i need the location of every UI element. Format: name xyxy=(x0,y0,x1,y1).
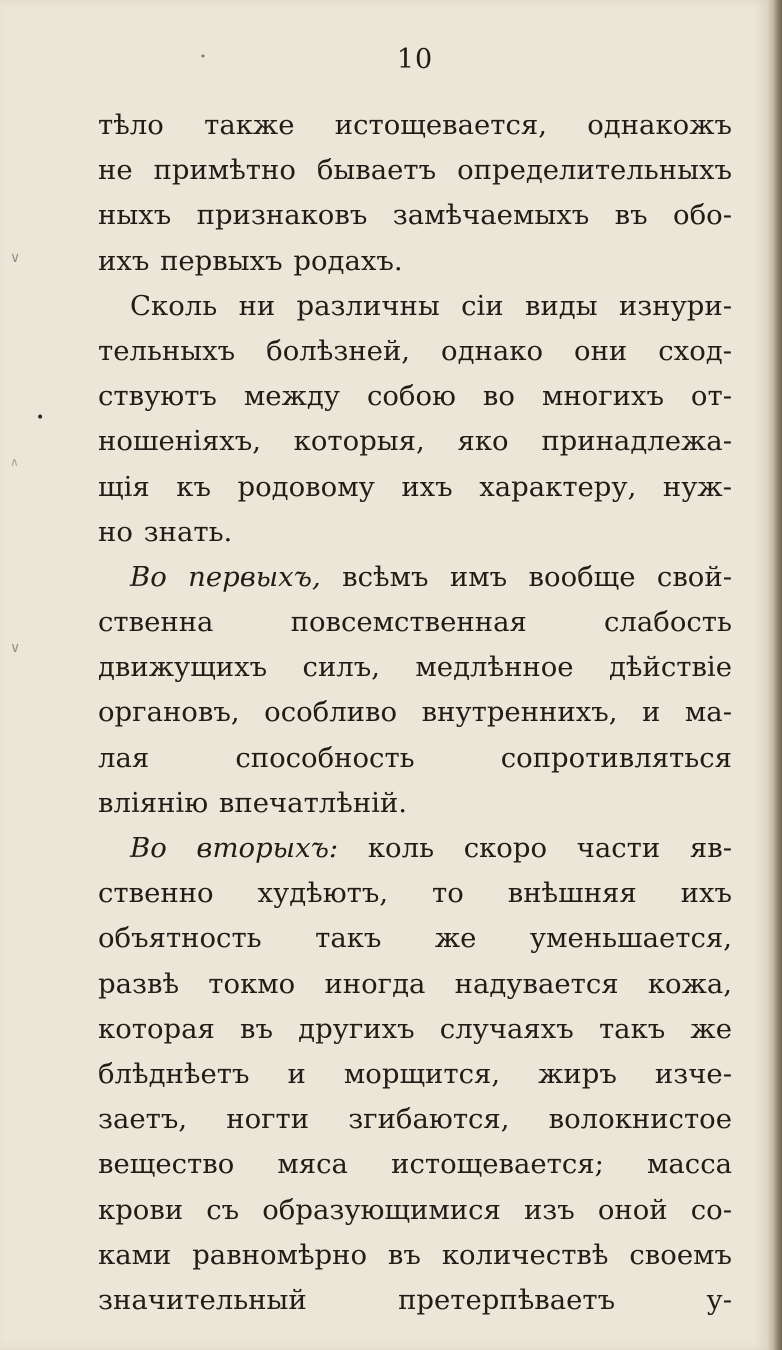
italic-lead: Во вторыхъ: xyxy=(130,832,339,864)
text-line: движущихъ силъ, медлѣнное дѣйствіе xyxy=(98,651,732,684)
page-edge xyxy=(768,0,782,1350)
text-line: значительный претерпѣваетъ у- xyxy=(98,1283,732,1316)
text-line: вліянію впечатлѣній. xyxy=(98,786,408,819)
text-line: ственно худѣютъ, то внѣшняя ихъ xyxy=(98,877,732,910)
text-line: крови съ образующимися изъ оной со- xyxy=(98,1193,732,1226)
paper-mark: ∨ xyxy=(10,640,21,656)
paper-mark: ∧ xyxy=(10,455,19,469)
text-line: ныхъ признаковъ замѣчаемыхъ въ обо- xyxy=(98,199,732,232)
text-line: органовъ, особливо внутреннихъ, и ма- xyxy=(98,696,732,729)
text-line: блѣднѣетъ и морщится, жиръ изче- xyxy=(98,1057,732,1090)
paper-mark: ∨ xyxy=(10,250,21,266)
ink-speck: • xyxy=(200,52,206,63)
text-line: заетъ, ногти згибаются, волокнистое xyxy=(98,1103,732,1136)
text-line: которая въ другихъ случаяхъ такъ же xyxy=(98,1012,732,1045)
text-line: не примѣтно бываетъ определительныхъ xyxy=(98,154,732,187)
text-line: лая способность сопротивляться xyxy=(98,741,732,774)
paragraph-start-line: Во вторыхъ: коль скоро части яв- xyxy=(130,832,733,864)
text-line: ношеніяхъ, которыя, яко принадлежа- xyxy=(98,425,732,458)
paragraph-start-line: Сколь ни различны сіи виды изнури- xyxy=(130,289,732,322)
italic-lead: Во первыхъ, xyxy=(130,560,321,593)
ink-speck: • xyxy=(36,410,45,426)
text-line: тѣло также истощевается, однакожъ xyxy=(98,109,732,141)
text-line: ками равномѣрно въ количествѣ своемъ xyxy=(98,1238,732,1271)
paragraph-start-line: Во первыхъ, всѣмъ имъ вообще свой- xyxy=(130,560,732,593)
body-text xyxy=(98,103,732,1323)
text-line: но знать. xyxy=(98,515,233,548)
text-line: объятность такъ же уменьшается, xyxy=(98,922,732,955)
text-line: вещество мяса истощевается; масса xyxy=(98,1148,732,1181)
text-line: развѣ токмо иногда надувается кожа, xyxy=(98,967,732,1000)
text-line: ствуютъ между собою во многихъ от- xyxy=(98,380,732,413)
text-line: тельныхъ болѣзней, однако они сход- xyxy=(98,334,732,367)
text-line: ихъ первыхъ родахъ. xyxy=(98,244,403,277)
text-line: щія къ родовому ихъ характеру, нуж- xyxy=(98,470,732,503)
page-number: 10 xyxy=(396,44,434,75)
text-line: ственна повсемственная слабость xyxy=(98,606,732,639)
